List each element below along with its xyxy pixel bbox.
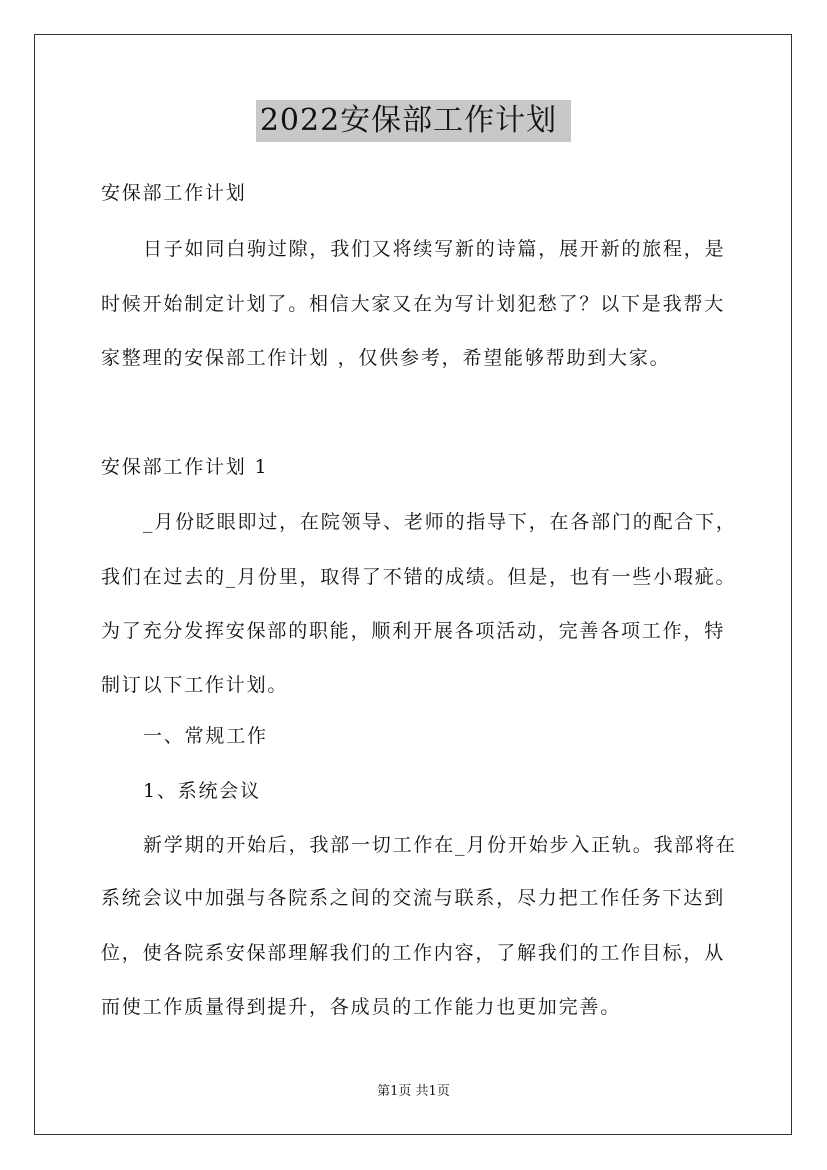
paragraph-line: 系统会议中加强与各院系之间的交流与联系，尽力把工作任务下达到 [101, 887, 726, 909]
page-number-footer: 第1页 共1页 [377, 1084, 450, 1099]
paragraph-line: 日子如同白驹过隙，我们又将续写新的诗篇，展开新的旅程，是 [143, 238, 726, 260]
subheading: 1、系统会议 [143, 780, 261, 802]
paragraph-line: 时候开始制定计划了。相信大家又在为写计划犯愁了？以下是我帮大 [101, 293, 726, 315]
paragraph-line: 位，使各院系安保部理解我们的工作内容，了解我们的工作目标，从 [101, 942, 726, 964]
paragraph-line: _月份眨眼即过，在院领导、老师的指导下，在各部门的配合下， [143, 511, 737, 533]
paragraph-line: 家整理的安保部工作计划 ，仅供参考，希望能够帮助到大家。 [101, 347, 671, 369]
paragraph-line: 我们在过去的_月份里，取得了不错的成绩。但是，也有一些小瑕疵。 [101, 566, 737, 588]
paragraph-line: 新学期的开始后，我部一切工作在_月份开始步入正轨。我部将在 [143, 834, 737, 856]
section-heading: 安保部工作计划 [101, 182, 247, 204]
document-title: 2022安保部工作计划 [256, 100, 571, 142]
section-heading: 安保部工作计划 1 [101, 456, 269, 478]
paragraph-line: 而使工作质量得到提升，各成员的工作能力也更加完善。 [101, 996, 622, 1018]
paragraph-line: 制订以下工作计划。 [101, 674, 289, 696]
document-title-container [0, 100, 827, 142]
subheading: 一、常规工作 [143, 725, 268, 747]
paragraph-line: 为了充分发挥安保部的职能，顺利开展各项活动，完善各项工作，特 [101, 620, 726, 642]
